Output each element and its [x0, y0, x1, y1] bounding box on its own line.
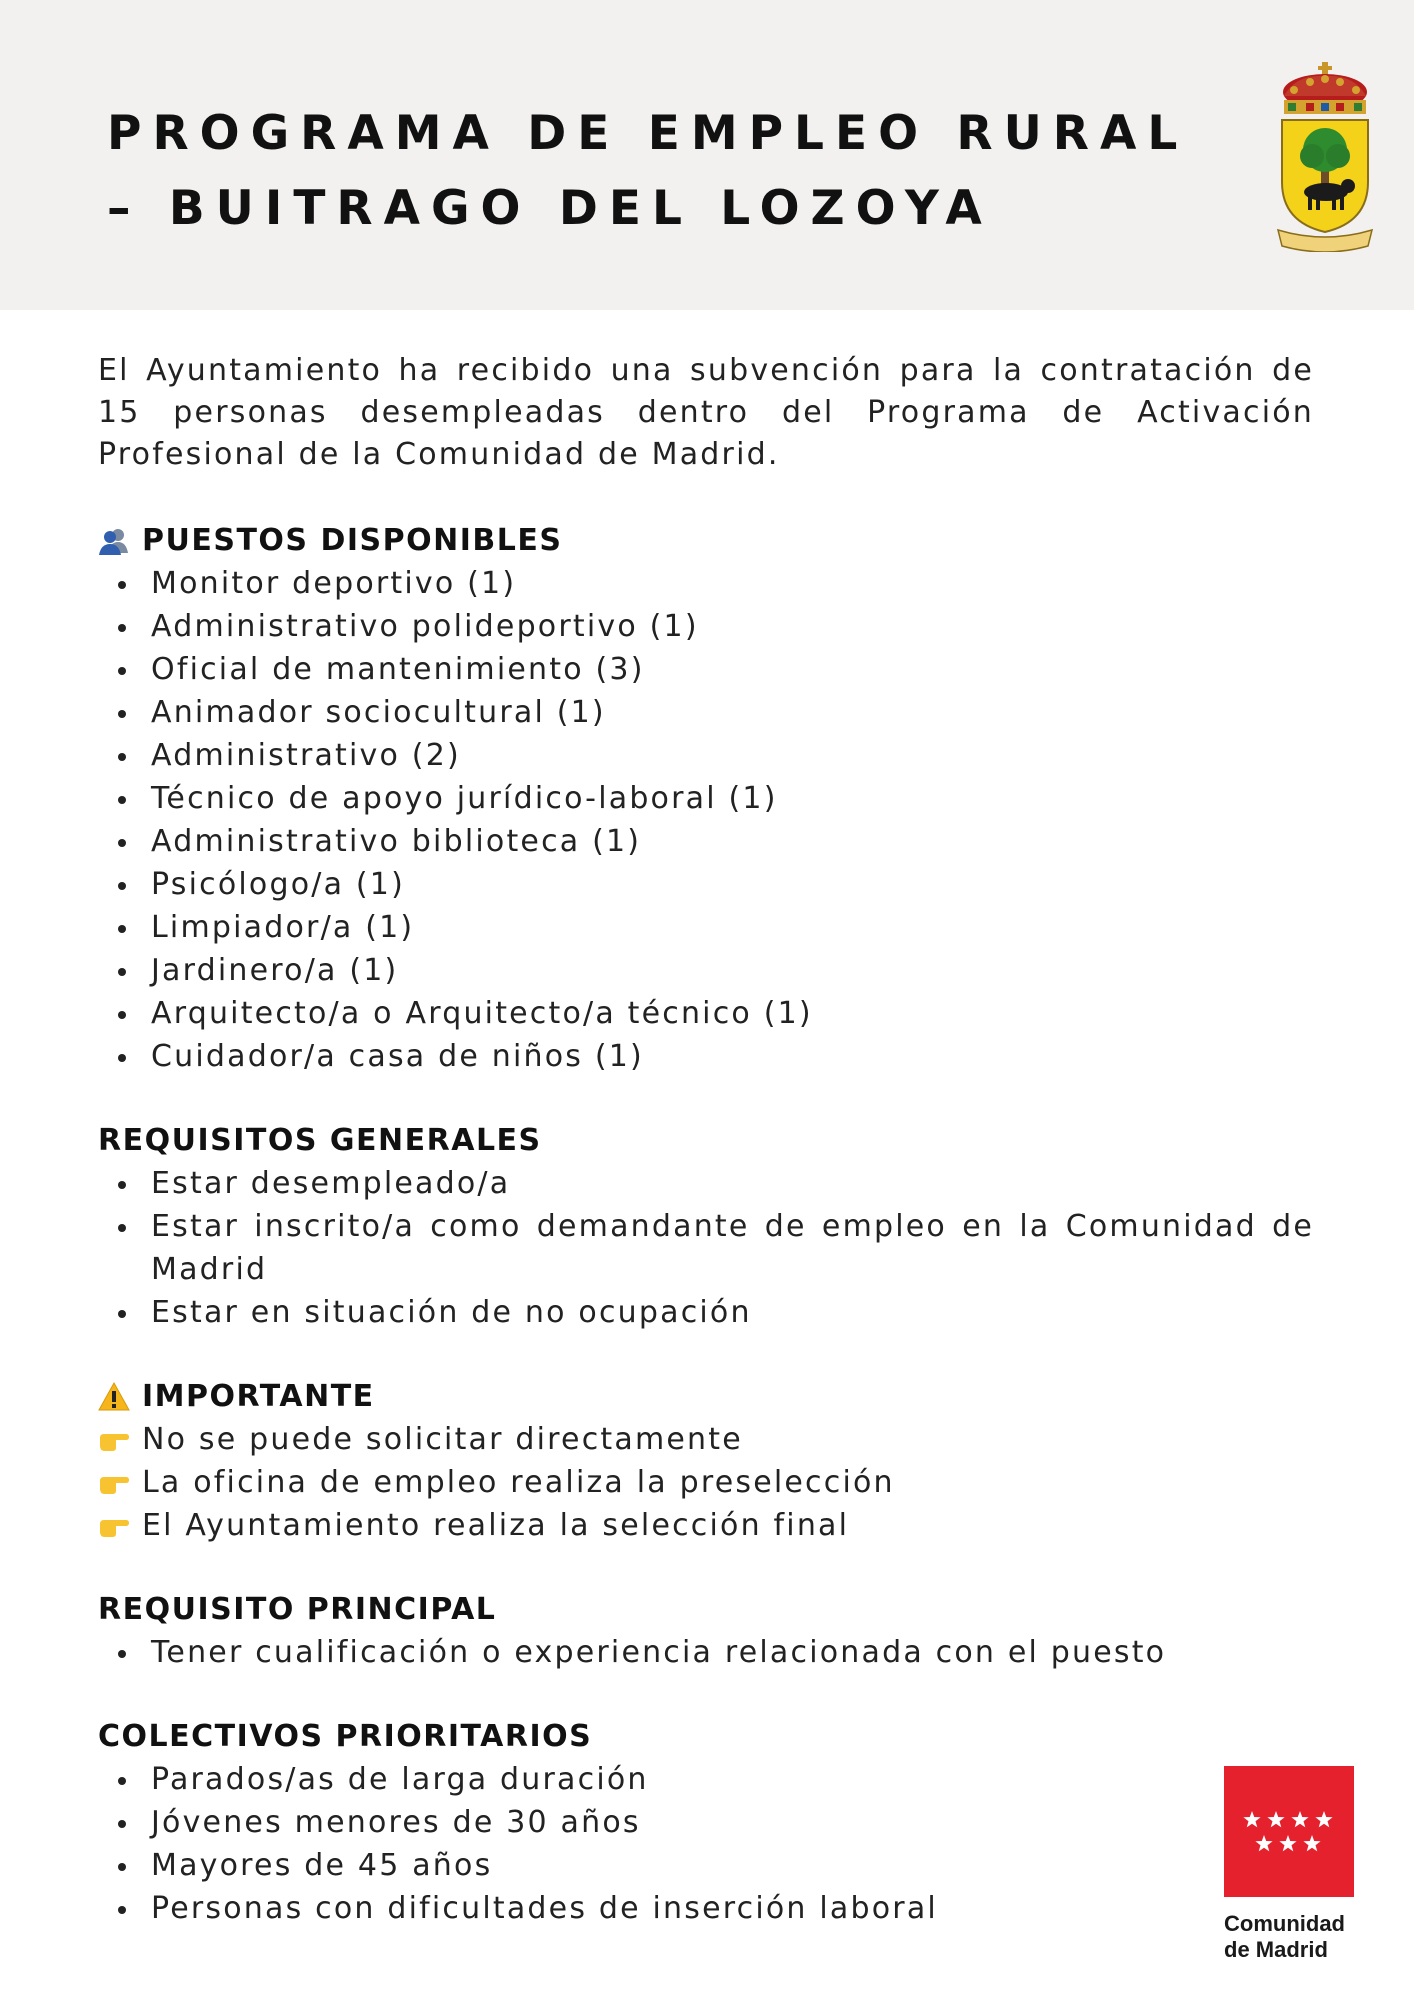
stars-icon — [1224, 1806, 1354, 1862]
list-item: Jardinero/a (1) — [98, 949, 1314, 992]
list-item: Monitor deportivo (1) — [98, 562, 1314, 605]
section-heading-importante — [98, 1376, 1314, 1418]
section-heading-colectivos: COLECTIVOS PRIORITARIOS — [98, 1719, 593, 1754]
list-item: Estar en situación de no ocupación — [98, 1291, 1314, 1334]
list-item: Mayores de 45 años — [98, 1844, 1314, 1887]
pointing-hand-icon — [98, 1471, 130, 1495]
list-item: Estar desempleado/a — [98, 1162, 1314, 1205]
requisitos-generales-list — [98, 1162, 1314, 1334]
list-item-text: La oficina de empleo realiza la preselección — [142, 1465, 895, 1500]
heading-text: PUESTOS DISPONIBLES — [142, 523, 563, 558]
section-puestos — [98, 520, 1314, 1078]
list-item: Animador sociocultural (1) — [98, 691, 1314, 734]
buitrago-crest-icon — [1276, 62, 1374, 252]
list-item — [98, 1418, 1314, 1461]
list-item — [98, 1461, 1314, 1504]
list-item: Tener cualificación o experiencia relacionada con el puesto — [98, 1631, 1314, 1674]
colectivos-list — [98, 1758, 1314, 1930]
title-line-1: PROGRAMA DE EMPLEO RURAL — [107, 106, 1189, 161]
list-item: Limpiador/a (1) — [98, 906, 1314, 949]
requisito-principal-list — [98, 1631, 1314, 1674]
list-item: Arquitecto/a o Arquitecto/a técnico (1) — [98, 992, 1314, 1035]
section-requisito-principal — [98, 1589, 1314, 1674]
list-item-text: No se puede solicitar directamente — [142, 1422, 743, 1457]
logo-line-1: Comunidad — [1224, 1911, 1345, 1936]
logo-text — [1224, 1911, 1354, 1963]
pointing-hand-icon — [98, 1428, 130, 1452]
list-item-text: El Ayuntamiento realiza la selección final — [142, 1508, 850, 1543]
header-band — [0, 0, 1414, 310]
section-heading-puestos — [98, 520, 1314, 562]
list-item: Estar inscrito/a como demandante de empleo en la Comunidad de Madrid — [98, 1205, 1314, 1291]
warning-icon — [98, 1381, 130, 1413]
heading-text: IMPORTANTE — [142, 1379, 375, 1414]
madrid-flag-icon — [1224, 1766, 1354, 1897]
list-item: Oficial de mantenimiento (3) — [98, 648, 1314, 691]
section-heading-requisito-principal: REQUISITO PRINCIPAL — [98, 1592, 497, 1627]
section-heading-requisitos-generales: REQUISITOS GENERALES — [98, 1123, 542, 1158]
list-item: Personas con dificultades de inserción laboral — [98, 1887, 1314, 1930]
section-colectivos — [98, 1716, 1314, 1930]
section-importante — [98, 1376, 1314, 1547]
list-item: Jóvenes menores de 30 años — [98, 1801, 1314, 1844]
main-content — [98, 350, 1314, 1930]
logo-line-2: de Madrid — [1224, 1937, 1328, 1962]
puestos-list — [98, 562, 1314, 1078]
list-item — [98, 1504, 1314, 1547]
comunidad-de-madrid-logo — [1224, 1766, 1354, 1963]
list-item: Técnico de apoyo jurídico-laboral (1) — [98, 777, 1314, 820]
title-line-2: – BUITRAGO DEL LOZOYA — [107, 181, 993, 236]
importante-list — [98, 1418, 1314, 1547]
list-item: Psicólogo/a (1) — [98, 863, 1314, 906]
people-icon — [98, 525, 130, 557]
list-item: Administrativo biblioteca (1) — [98, 820, 1314, 863]
list-item: Administrativo polideportivo (1) — [98, 605, 1314, 648]
intro-paragraph: El Ayuntamiento ha recibido una subvención para la contratación de 15 personas desempleadas dentro del Programa de Activación Profesional de la Comunidad de Madrid. — [98, 353, 1314, 472]
list-item: Parados/as de larga duración — [98, 1758, 1314, 1801]
section-requisitos-generales — [98, 1120, 1314, 1334]
list-item: Cuidador/a casa de niños (1) — [98, 1035, 1314, 1078]
pointing-hand-icon — [98, 1514, 130, 1538]
list-item: Administrativo (2) — [98, 734, 1314, 777]
page-title — [107, 96, 1188, 246]
